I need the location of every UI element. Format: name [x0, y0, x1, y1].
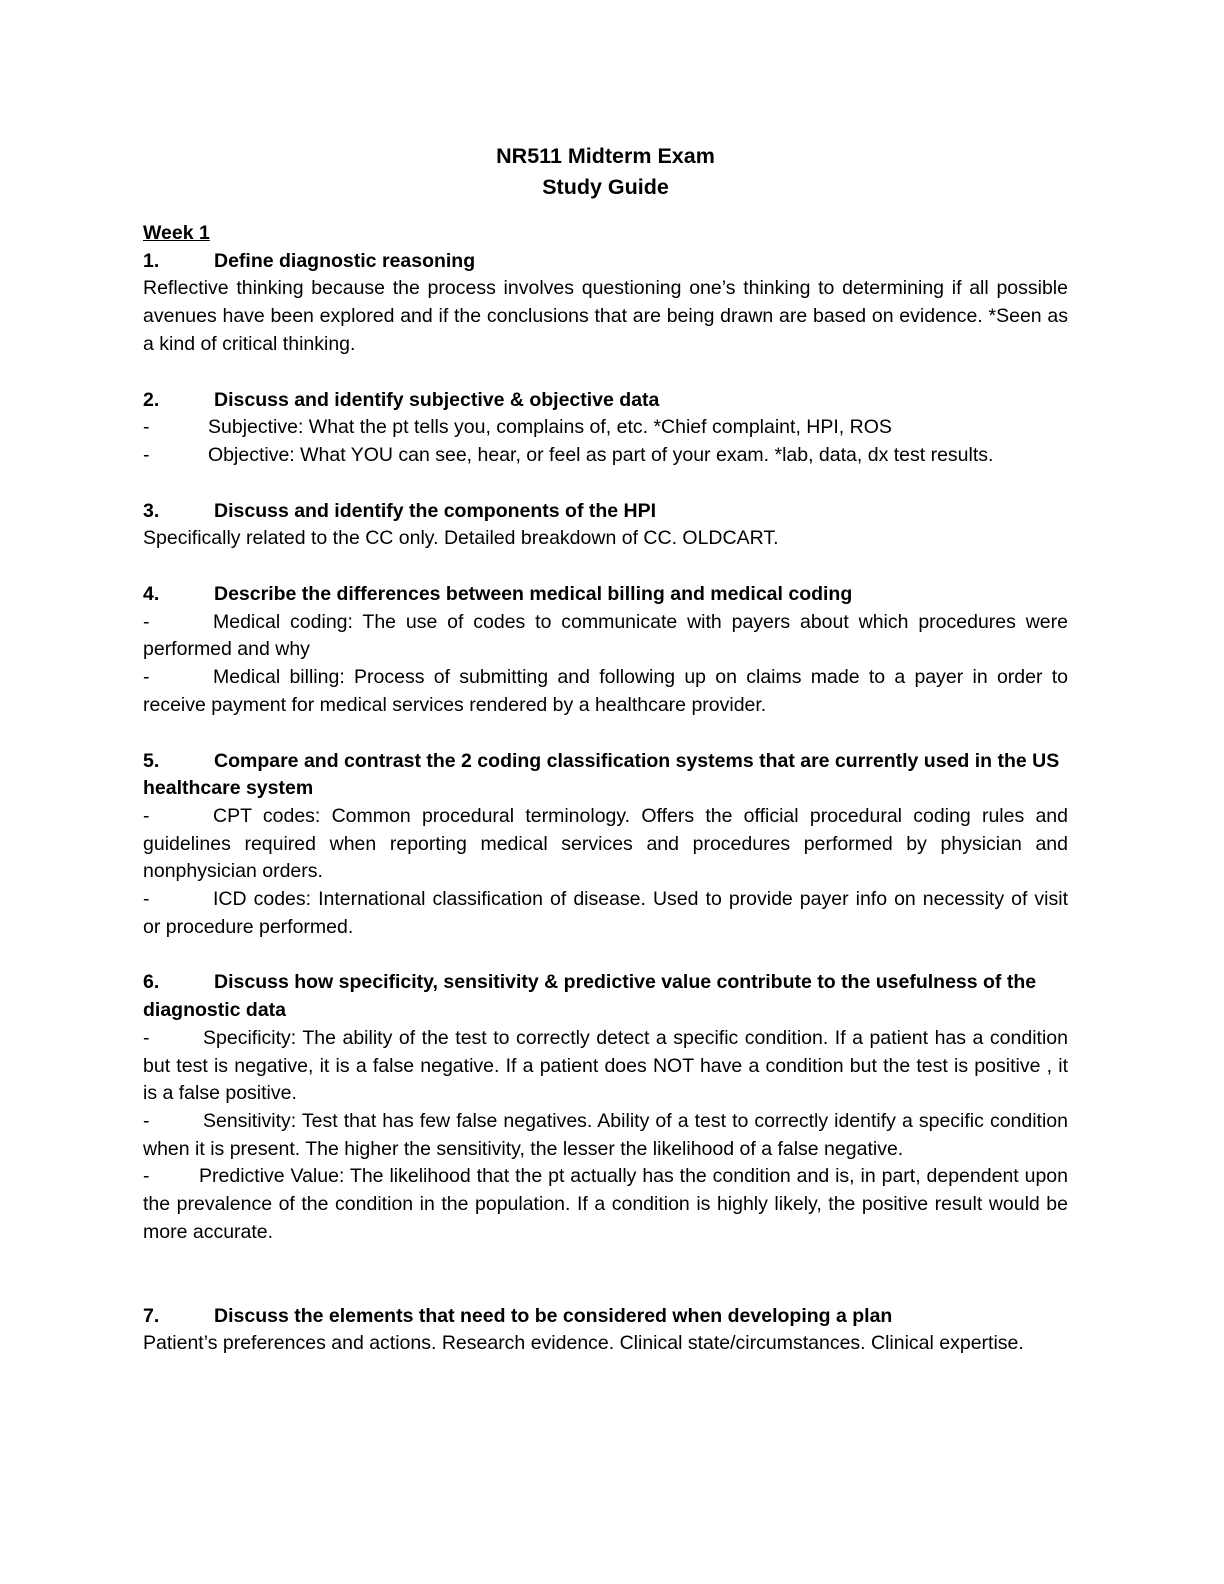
question-heading [143, 969, 1068, 1024]
bullet-dash: - [143, 1109, 150, 1132]
question-text: Define diagnostic reasoning [214, 249, 476, 272]
bullet-item [143, 414, 1068, 442]
document-title: NR511 Midterm Exam [496, 144, 715, 168]
question-heading [143, 498, 1068, 526]
question-heading [143, 748, 1068, 803]
question-number: 7. [143, 1304, 160, 1327]
bullet-dash: - [143, 416, 150, 439]
bullet-dash: - [143, 443, 150, 466]
question-number: 3. [143, 499, 160, 522]
bullet-dash: - [143, 804, 150, 827]
bullet-item [143, 442, 1068, 470]
bullet-text: Subjective: What the pt tells you, complains of, etc. *Chief complaint, HPI, ROS [208, 416, 892, 439]
bullet-text: Objective: What YOU can see, hear, or feel as part of your exam. *lab, data, dx test results. [208, 443, 994, 466]
bullet-item [143, 1108, 1068, 1163]
question-heading [143, 1303, 1068, 1331]
bullet-item [143, 664, 1068, 719]
answer-paragraph: Patient’s preferences and actions. Research evidence. Clinical state/circumstances. Clinical expertise. [143, 1332, 1024, 1355]
document-subtitle: Study Guide [542, 175, 669, 199]
bullet-dash: - [143, 610, 150, 633]
question-number: 1. [143, 249, 160, 272]
bullet-item [143, 1025, 1068, 1108]
question-number: 5. [143, 749, 160, 772]
bullet-item [143, 609, 1068, 664]
question-text: Compare and contrast the 2 coding classification systems that are currently used in the US healthcare system [143, 749, 1060, 800]
answer-paragraph: Specifically related to the CC only. Detailed breakdown of CC. OLDCART. [143, 527, 779, 550]
bullet-text: Specificity: The ability of the test to correctly detect a specific condition. If a patient has a condition but test is negative, it is a false negative. If a patient does NOT have a condition but the test is positive , it is a false positive. [143, 1026, 1068, 1105]
bullet-item [143, 886, 1068, 941]
question-text: Discuss how specificity, sensitivity & predictive value contribute to the usefulness of the diagnostic data [143, 971, 1037, 1022]
bullet-text: CPT codes: Common procedural terminology. Offers the official procedural coding rules and guidelines required when reporting medical services and procedures performed by physician and nonphysician orders. [143, 804, 1068, 883]
answer-paragraph: Reflective thinking because the process involves questioning one’s thinking to determining if all possible avenues have been explored and if the conclusions that are being drawn are based on evidence. *Seen as a kind of critical thinking. [143, 277, 1068, 355]
question-text: Discuss and identify subjective & objective data [214, 388, 660, 411]
question-number: 2. [143, 388, 160, 411]
title-block [143, 141, 1068, 203]
bullet-text: Medical coding: The use of codes to communicate with payers about which procedures were performed and why [143, 610, 1068, 661]
bullet-dash: - [143, 1165, 150, 1188]
bullet-item [143, 1163, 1068, 1246]
question-number: 6. [143, 971, 160, 994]
bullet-text: Medical billing: Process of submitting and following up on claims made to a payer in order to receive payment for medical services rendered by a healthcare provider. [143, 666, 1068, 716]
question-heading [143, 248, 1068, 276]
question-number: 4. [143, 583, 160, 606]
document-page [143, 141, 1068, 1358]
week-heading: Week 1 [143, 222, 210, 244]
bullet-item [143, 803, 1068, 886]
question-text: Describe the differences between medical billing and medical coding [214, 583, 853, 606]
bullet-text: ICD codes: International classification of disease. Used to provide payer info on necessity of visit or procedure performed. [143, 888, 1068, 938]
bullet-dash: - [143, 888, 150, 911]
question-text: Discuss and identify the components of the HPI [214, 499, 657, 522]
bullet-text: Predictive Value: The likelihood that the pt actually has the condition and is, in part, dependent upon the prevalence of the condition in the population. If a condition is highly likely, the positive result would be more accurate. [143, 1165, 1068, 1243]
bullet-dash: - [143, 666, 150, 689]
question-heading [143, 581, 1068, 609]
question-text: Discuss the elements that need to be considered when developing a plan [214, 1304, 893, 1327]
bullet-text: Sensitivity: Test that has few false negatives. Ability of a test to correctly identify a specific condition when it is present. The higher the sensitivity, the lesser the likelihood of a false negative. [143, 1109, 1068, 1160]
question-heading [143, 387, 1068, 415]
bullet-dash: - [143, 1026, 150, 1049]
